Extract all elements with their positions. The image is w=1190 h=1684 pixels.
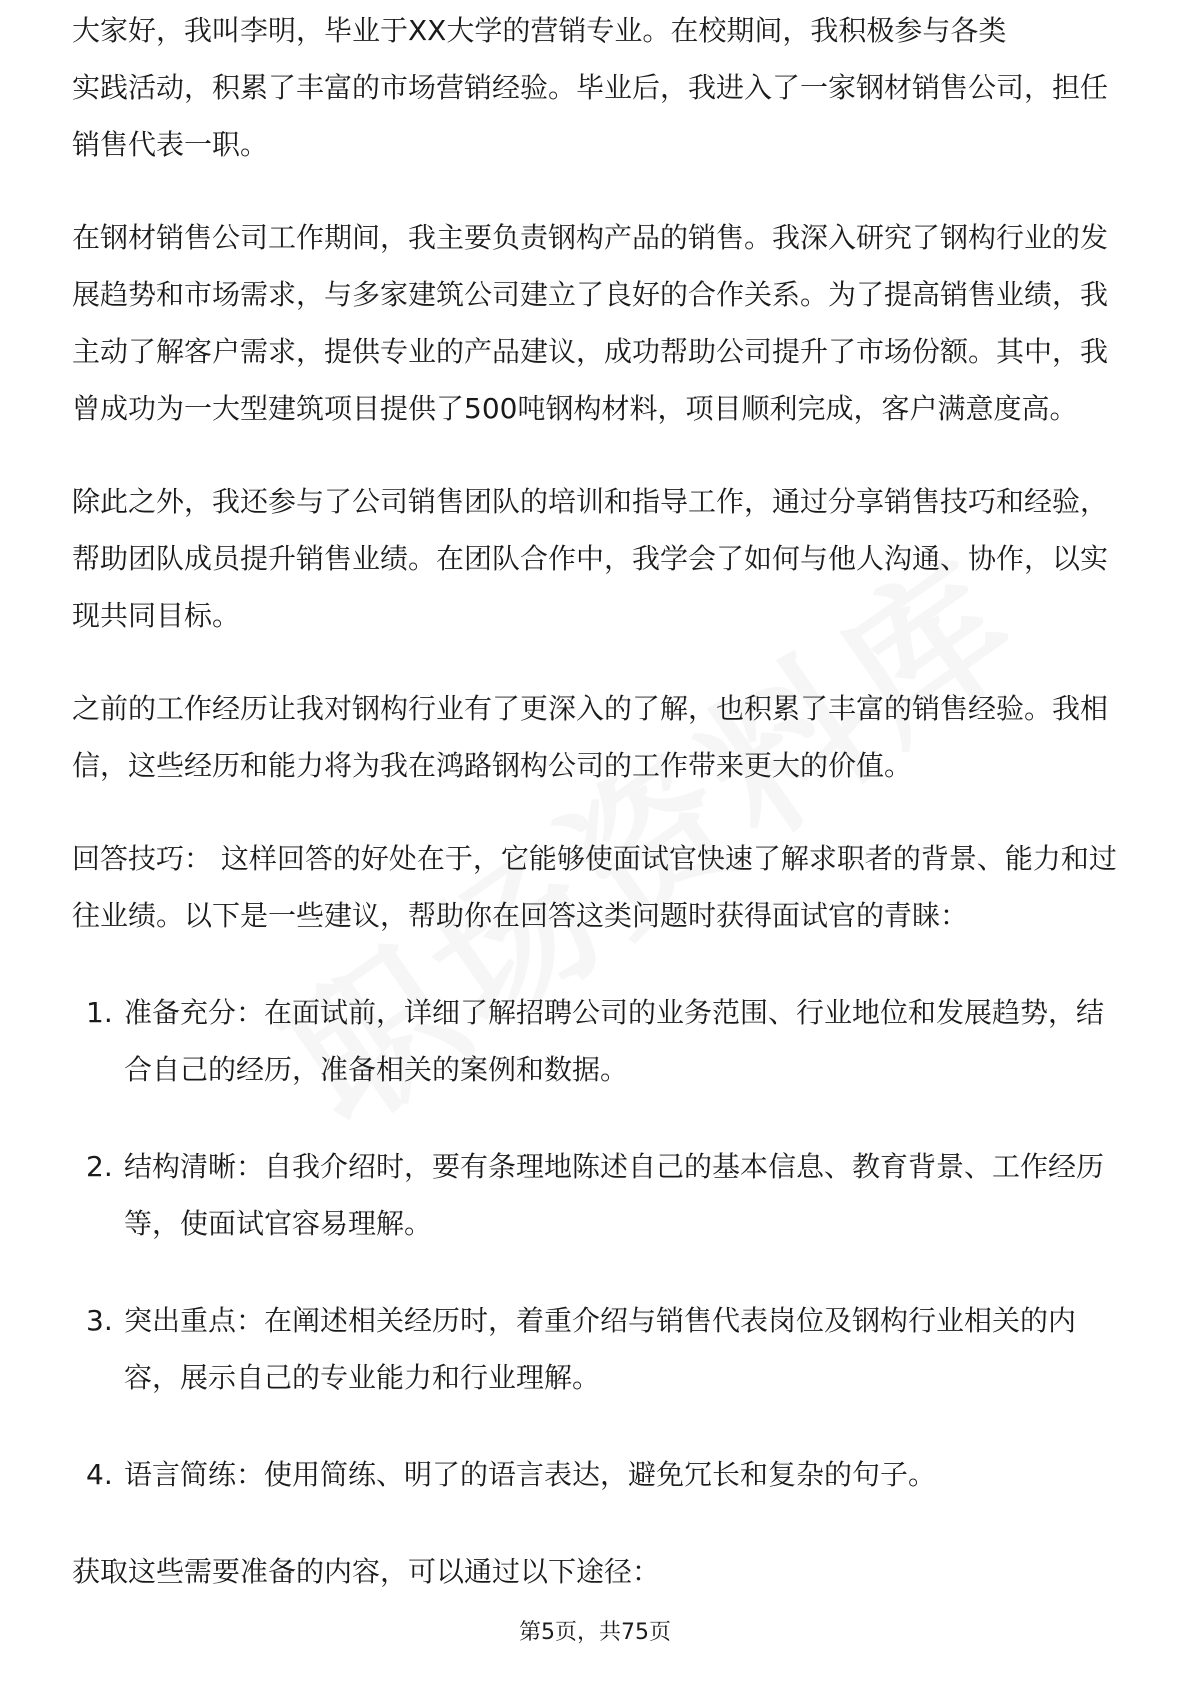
page-number-footer: 第5页，共75页: [519, 1620, 671, 1645]
paragraph-3: 除此之外，我还参与了公司销售团队的培训和指导工作，通过分享销售技巧和经验，帮助团队成员提升销售业绩。在团队合作中，我学会了如何与他人沟通、协作，以实现共同目标。: [72, 485, 1109, 632]
list-text: 突出重点：在阐述相关经历时，着重介绍与销售代表岗位及钢构行业相关的内容，展示自己的专业能力和行业理解。: [124, 1304, 1077, 1394]
list-text: 结构清晰：自我介绍时，要有条理地陈述自己的基本信息、教育背景、工作经历等，使面试官容易理解。: [124, 1150, 1105, 1240]
list-text: 语言简练：使用简练、明了的语言表达，避免冗长和复杂的句子。: [124, 1458, 937, 1491]
paragraph-4: 之前的工作经历让我对钢构行业有了更深入的了解，也积累了丰富的销售经验。我相信，这些经历和能力将为我在鸿路钢构公司的工作带来更大的价值。: [72, 692, 1109, 782]
list-text: 准备充分：在面试前，详细了解招聘公司的业务范围、行业地位和发展趋势，结合自己的经历，准备相关的案例和数据。: [124, 996, 1105, 1086]
list-number: 2.: [86, 1150, 113, 1183]
paragraph-2: 在钢材销售公司工作期间，我主要负责钢构产品的销售。我深入研究了钢构行业的发展趋势和市场需求，与多家建筑公司建立了良好的合作关系。为了提高销售业绩，我主动了解客户需求，提供专业的产品建议，成功帮助公司提升了市场份额。其中，我曾成功为一大型建筑项目提供了500吨钢构材料，项目顺利完成，客户满意度高。: [72, 221, 1109, 425]
answer-tips-intro: 回答技巧： 这样回答的好处在于，它能够使面试官快速了解求职者的背景、能力和过往业绩。以下是一些建议，帮助你在回答这类问题时获得面试官的青睐：: [72, 842, 1117, 932]
list-item: [72, 1138, 1120, 1252]
list-item: [72, 984, 1120, 1098]
page-content: [72, 14, 1120, 1600]
list-number: 3.: [86, 1304, 113, 1337]
partial-top-line: 大家好，我叫李明，毕业于XX大学的营销专业。在校期间，我积极参与各类: [72, 14, 1007, 47]
paragraph-sources: 获取这些需要准备的内容，可以通过以下途径：: [72, 1555, 661, 1588]
paragraph-1: 实践活动，积累了丰富的市场营销经验。毕业后，我进入了一家钢材销售公司，担任销售代表一职。: [72, 71, 1109, 161]
list-number: 1.: [86, 996, 113, 1029]
list-number: 4.: [86, 1458, 113, 1491]
tips-list: [72, 984, 1120, 1503]
list-item: [72, 1292, 1120, 1406]
list-item: [72, 1446, 1120, 1503]
